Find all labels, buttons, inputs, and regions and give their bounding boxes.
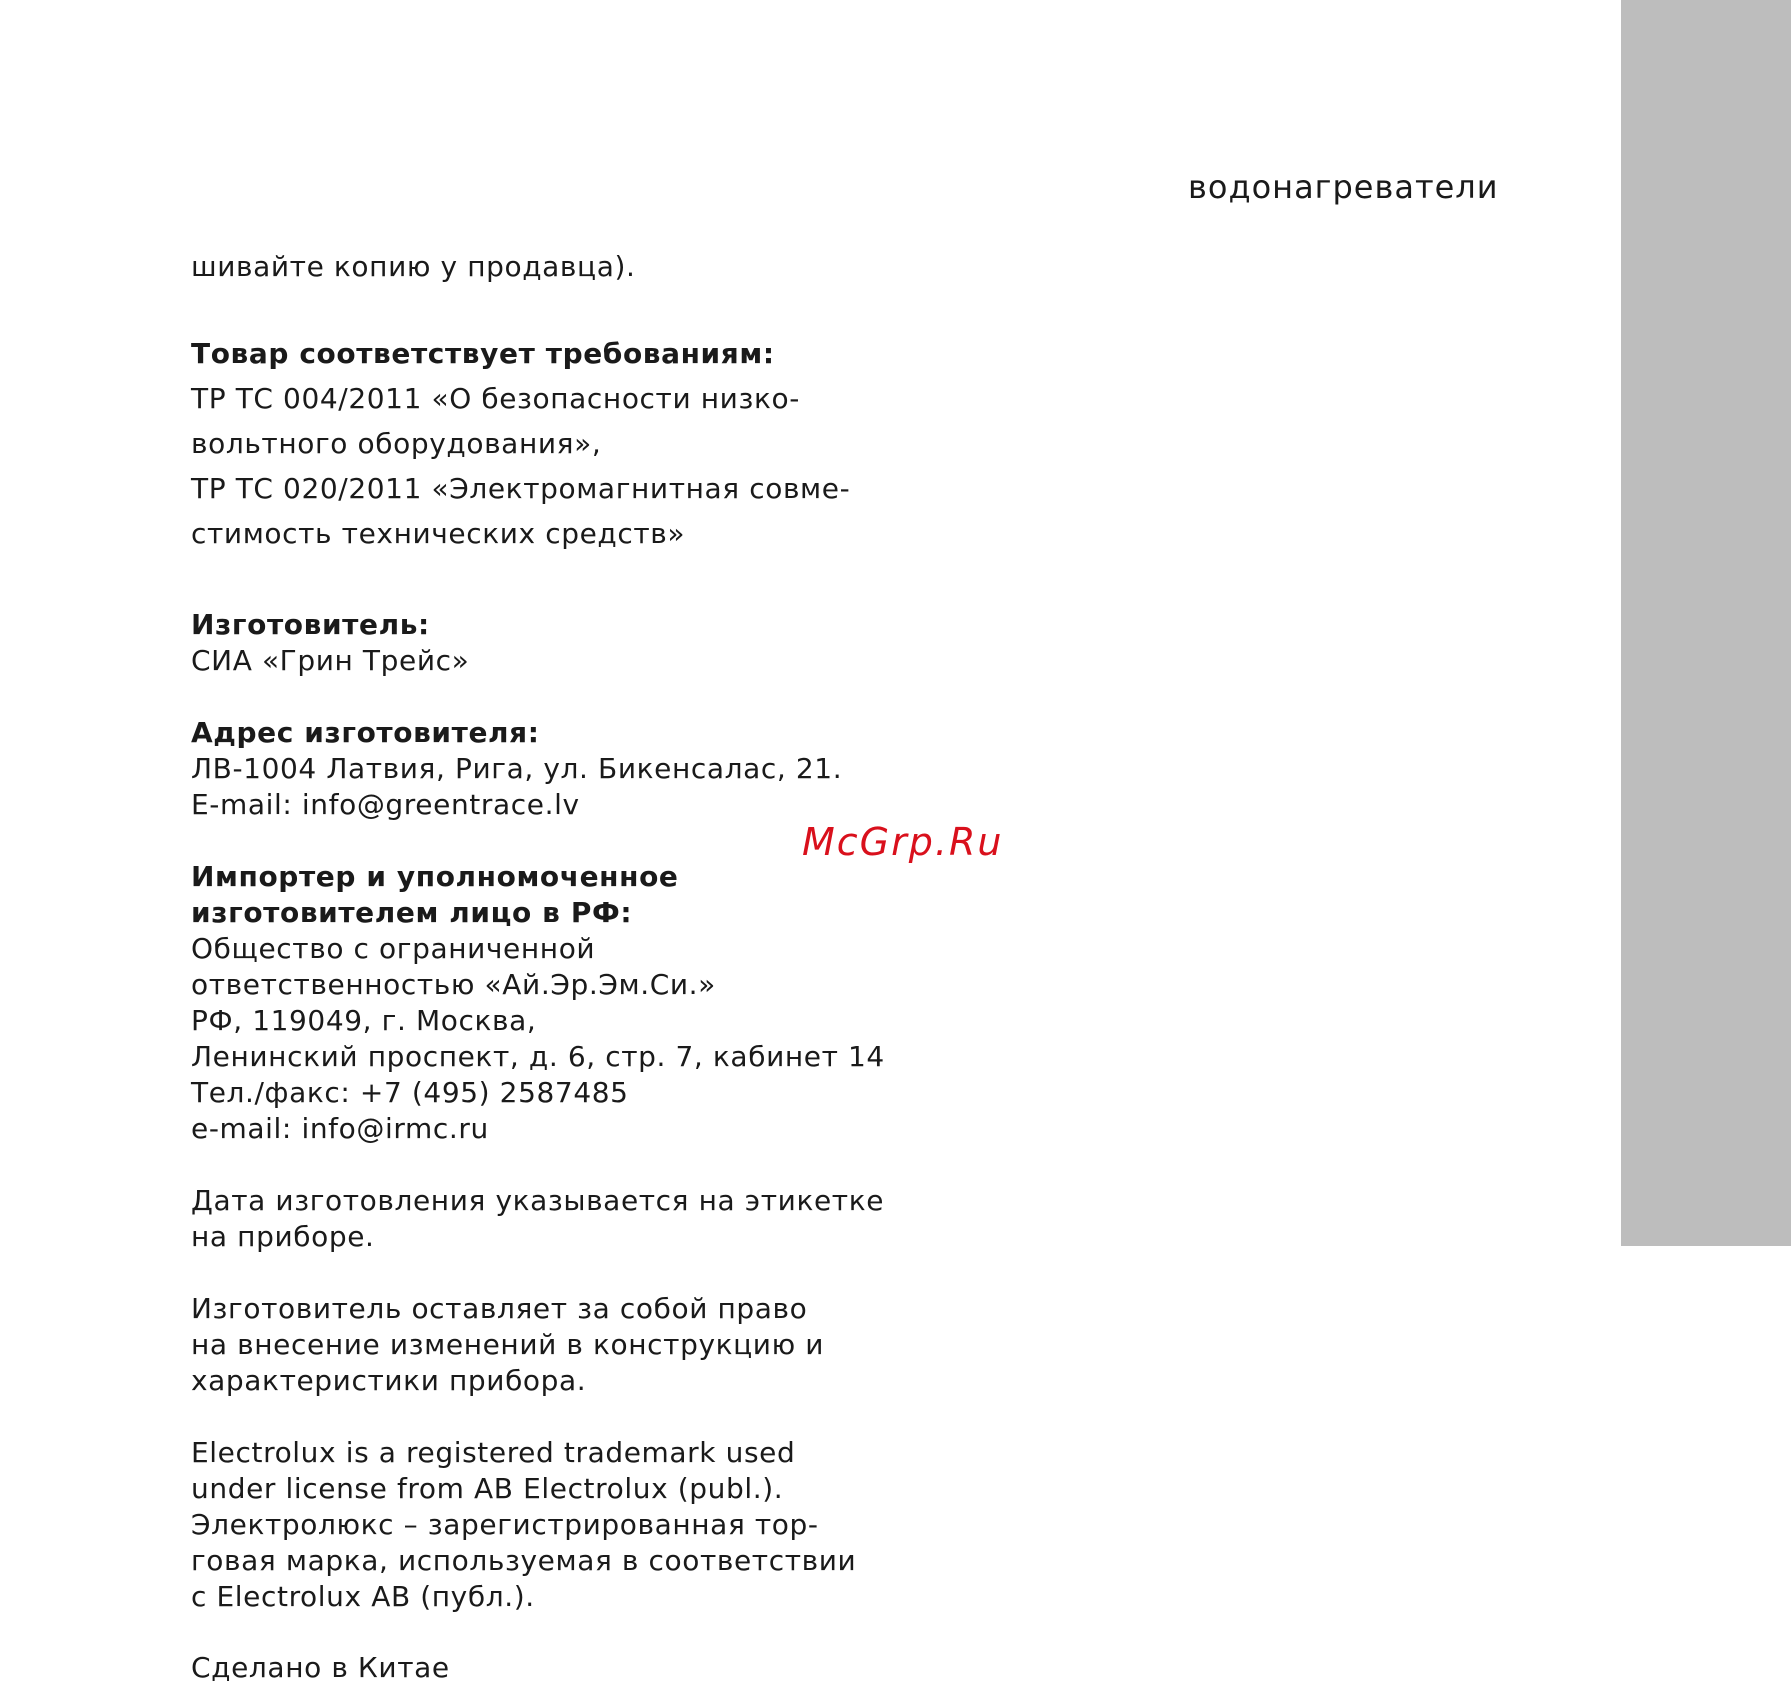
- compliance-line: ТР ТС 020/2011 «Электромагнитная совме-: [191, 472, 851, 505]
- manufacturer-address-block: [191, 715, 842, 823]
- importer-heading: изготовителем лицо в РФ:: [191, 896, 633, 929]
- compliance-line: ТР ТС 004/2011 «О безопасности низко-: [191, 382, 800, 415]
- manufacturer-heading: Изготовитель:: [191, 608, 430, 641]
- trademark-line: under license from AB Electrolux (publ.).: [191, 1472, 784, 1505]
- origin-line: Сделано в Китае: [191, 1651, 450, 1684]
- importer-line: Ленинский проспект, д. 6, стр. 7, кабинет 14: [191, 1040, 885, 1073]
- importer-phone: Тел./факс: +7 (495) 2587485: [191, 1076, 629, 1109]
- trademark-line: с Electrolux AB (публ.).: [191, 1580, 535, 1613]
- category-header: водонагреватели: [1188, 168, 1499, 206]
- side-tab-bar: [1621, 0, 1791, 1246]
- manufacturer-name: СИА «Грин Трейс»: [191, 644, 470, 677]
- importer-line: РФ, 119049, г. Москва,: [191, 1004, 537, 1037]
- origin-block: [191, 1650, 450, 1686]
- trademark-line: Электролюкс – зарегистрированная тор-: [191, 1508, 819, 1541]
- compliance-line: стимость технических средств»: [191, 517, 686, 550]
- manufacturer-address-line: ЛВ-1004 Латвия, Рига, ул. Бикенсалас, 21.: [191, 752, 843, 785]
- rights-line: на внесение изменений в конструкцию и: [191, 1328, 825, 1361]
- manufacturer-address-heading: Адрес изготовителя:: [191, 716, 540, 749]
- rights-block: [191, 1291, 824, 1399]
- manufacturer-block: [191, 607, 469, 679]
- importer-email: e-mail: info@irmc.ru: [191, 1112, 489, 1145]
- importer-line: Общество с ограниченной: [191, 932, 596, 965]
- trademark-line: Electrolux is a registered trademark used: [191, 1436, 796, 1469]
- intro-line: шивайте копию у продавца).: [191, 250, 636, 283]
- intro-block: [191, 244, 635, 289]
- compliance-heading: Товар соответствует требованиям:: [191, 337, 775, 370]
- watermark: McGrp.Ru: [802, 820, 1004, 864]
- compliance-line: вольтного оборудования»,: [191, 427, 602, 460]
- production-date-line: Дата изготовления указывается на этикетке: [191, 1184, 885, 1217]
- production-date-block: [191, 1183, 884, 1255]
- compliance-block: [191, 331, 850, 556]
- importer-line: ответственностью «Ай.Эр.Эм.Си.»: [191, 968, 716, 1001]
- rights-line: Изготовитель оставляет за собой право: [191, 1292, 808, 1325]
- production-date-line: на приборе.: [191, 1220, 375, 1253]
- importer-heading: Импортер и уполномоченное: [191, 860, 679, 893]
- rights-line: характеристики прибора.: [191, 1364, 587, 1397]
- trademark-block: [191, 1435, 856, 1615]
- manufacturer-email: E-mail: info@greentrace.lv: [191, 788, 580, 821]
- importer-block: [191, 859, 885, 1147]
- trademark-line: говая марка, используемая в соответствии: [191, 1544, 857, 1577]
